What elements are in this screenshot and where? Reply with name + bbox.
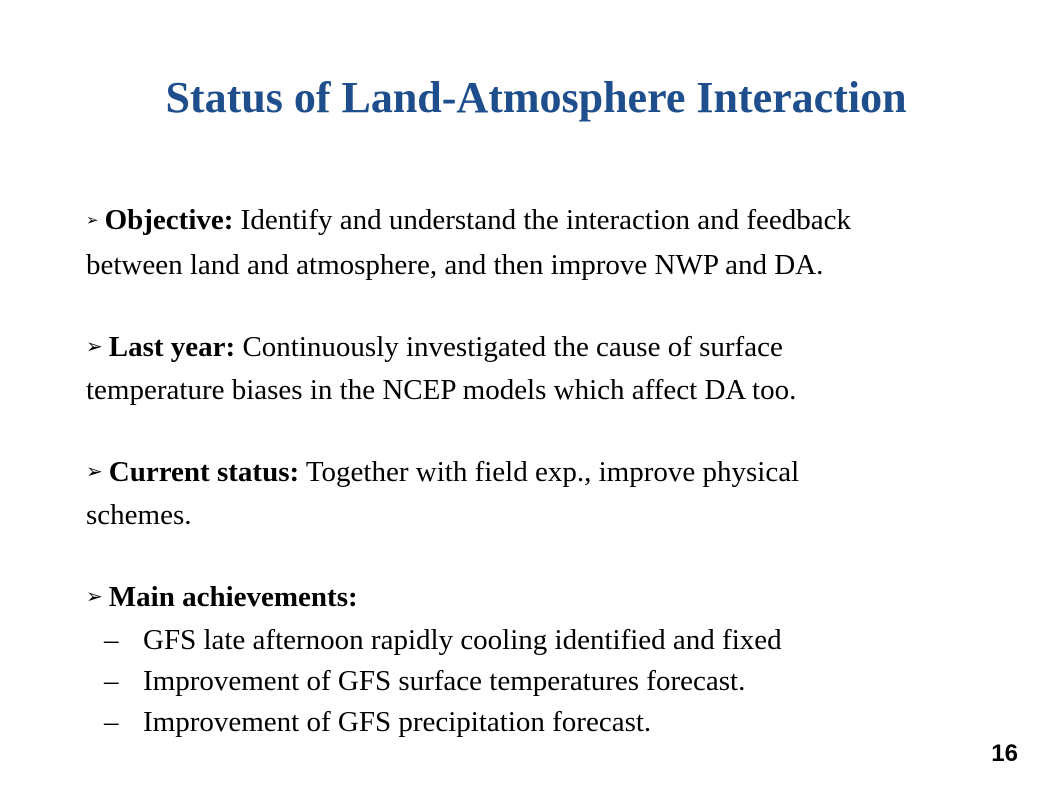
bullet-label: Last year: bbox=[108, 331, 236, 363]
bullet-text: Identify and understand the interaction and feedback bbox=[233, 204, 852, 236]
arrow-bullet-icon: ➢ bbox=[86, 334, 103, 358]
bullet-label: Current status: bbox=[108, 456, 300, 488]
achievement-text: GFS late afternoon rapidly cooling identified and fixed bbox=[143, 624, 782, 656]
arrow-bullet-icon: ➢ bbox=[86, 584, 103, 608]
bullet-list bbox=[86, 200, 1036, 784]
page-number: 16 bbox=[991, 740, 1018, 767]
achievement-list bbox=[86, 620, 1036, 743]
achievement-item bbox=[86, 702, 1036, 743]
achievement-text: Improvement of GFS surface temperatures forecast. bbox=[143, 665, 746, 697]
bullet-label: Main achievements: bbox=[108, 581, 358, 613]
bullet-objective bbox=[86, 200, 1036, 286]
bullet-text-continuation: between land and atmosphere, and then improve NWP and DA. bbox=[86, 249, 824, 281]
bullet-label: Objective: bbox=[104, 204, 234, 236]
bullet-text: Continuously investigated the cause of surface bbox=[235, 331, 783, 363]
arrow-bullet-icon: ➢ bbox=[86, 211, 99, 229]
bullet-last-year bbox=[86, 327, 1036, 411]
bullet-current-status bbox=[86, 452, 1036, 536]
achievement-item bbox=[86, 620, 1036, 661]
dash-bullet-icon: – bbox=[104, 665, 119, 697]
arrow-bullet-icon: ➢ bbox=[86, 459, 103, 483]
achievement-text: Improvement of GFS precipitation forecast. bbox=[143, 706, 652, 738]
dash-bullet-icon: – bbox=[104, 624, 119, 656]
bullet-main-achievements bbox=[86, 577, 1036, 743]
slide-title: Status of Land-Atmosphere Interaction bbox=[165, 73, 907, 122]
bullet-text-continuation: temperature biases in the NCEP models which affect DA too. bbox=[86, 374, 797, 406]
bullet-text-continuation: schemes. bbox=[86, 499, 192, 531]
bullet-text: Together with field exp., improve physical bbox=[299, 456, 800, 488]
dash-bullet-icon: – bbox=[104, 706, 119, 738]
achievement-item bbox=[86, 661, 1036, 702]
